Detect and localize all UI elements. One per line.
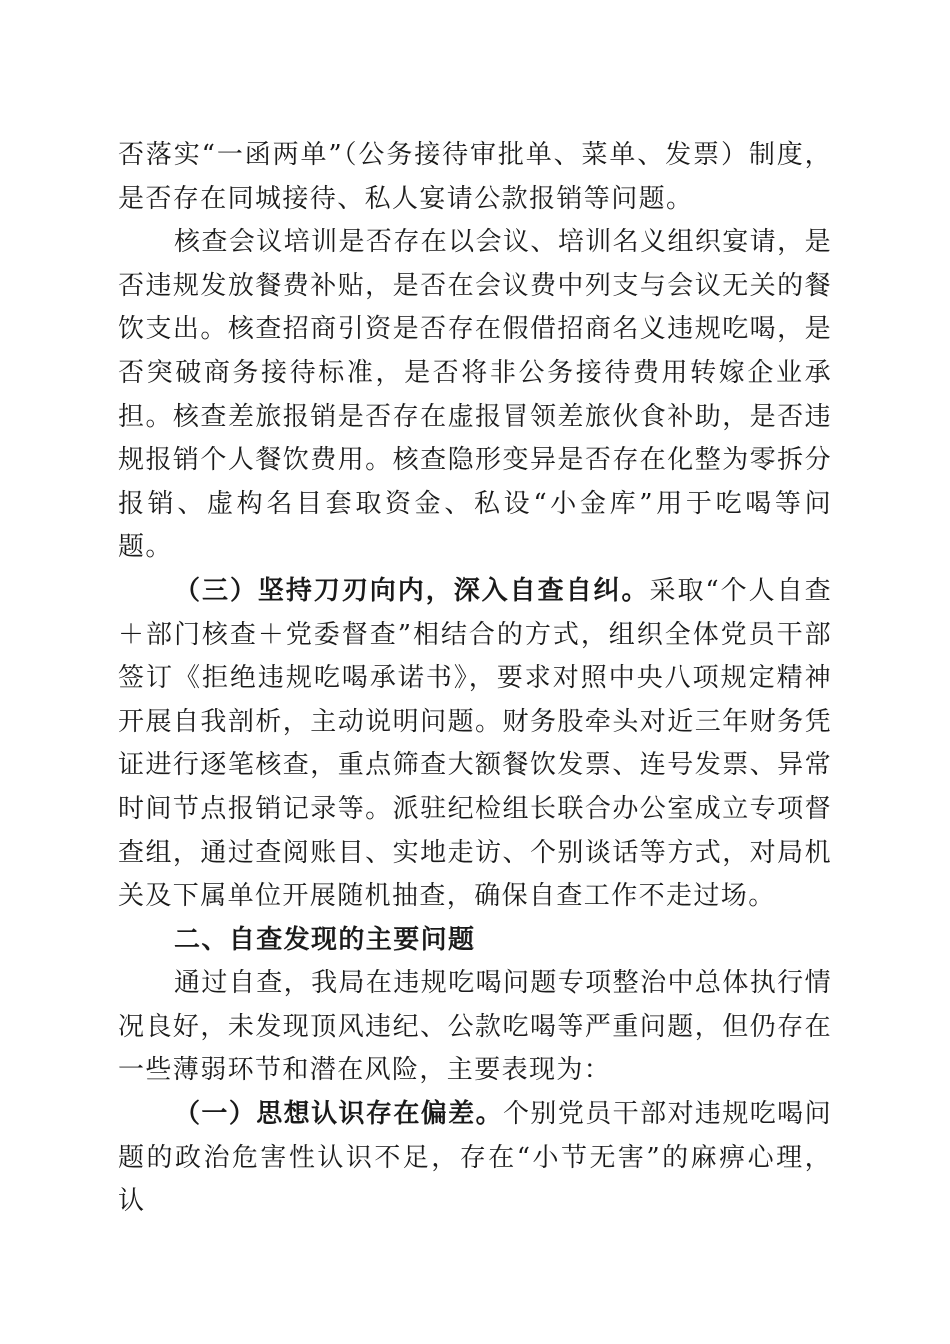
paragraph-problem-one bbox=[118, 1093, 832, 1224]
paragraph-overview: 通过自查，我局在违规吃喝问题专项整治中总体执行情况良好，未发现顶风违纪、公款吃喝等严重问题，但仍存在一些薄弱环节和潜在风险，主要表现为： bbox=[118, 968, 832, 1086]
paragraph-verification-items: 核查会议培训是否存在以会议、培训名义组织宴请，是否违规发放餐费补贴，是否在会议费中列支与会议无关的餐饮支出。核查招商引资是否存在假借招商名义违规吃喝，是否突破商务接待标准，是否将非公务接待费用转嫁企业承担。核查差旅报销是否存在虚报冒领差旅伙食补助，是否违规报销个人餐饮费用。核查隐形变异是否存在化整为零拆分报销、虚构名目套取资金、私设“小金库”用于吃喝等问题。 bbox=[118, 227, 832, 563]
section-heading-two: 二、自查发现的主要问题 bbox=[174, 924, 476, 955]
paragraph-body-one: 个别党员干部对违规吃喝问题的政治危害性认识不足，存在“小节无害”的麻痹心理，认 bbox=[118, 1099, 832, 1217]
paragraph-self-inspection bbox=[118, 570, 832, 919]
document-body bbox=[118, 134, 832, 1224]
paragraph-lead-one: （一）思想认识存在偏差。 bbox=[174, 1099, 503, 1130]
paragraph-continuation: 否落实“一函两单”（公务接待审批单、菜单、发票）制度，是否存在同城接待、私人宴请公款报销等问题。 bbox=[118, 140, 832, 214]
paragraph-lead-three: （三）坚持刀刃向内，深入自查自纠。 bbox=[174, 575, 650, 606]
paragraph-body-three: 采取“个人自查＋部门核查＋党委督查”相结合的方式，组织全体党员干部签订《拒绝违规吃喝承诺书》，要求对照中央八项规定精神开展自我剖析，主动说明问题。财务股牵头对近三年财务凭证进行逐笔核查，重点筛查大额餐饮发票、连号发票、异常时间节点报销记录等。派驻纪检组长联合办公室成立专项督查组，通过查阅账目、实地走访、个别谈话等方式，对局机关及下属单位开展随机抽查，确保自查工作不走过场。 bbox=[118, 575, 832, 912]
